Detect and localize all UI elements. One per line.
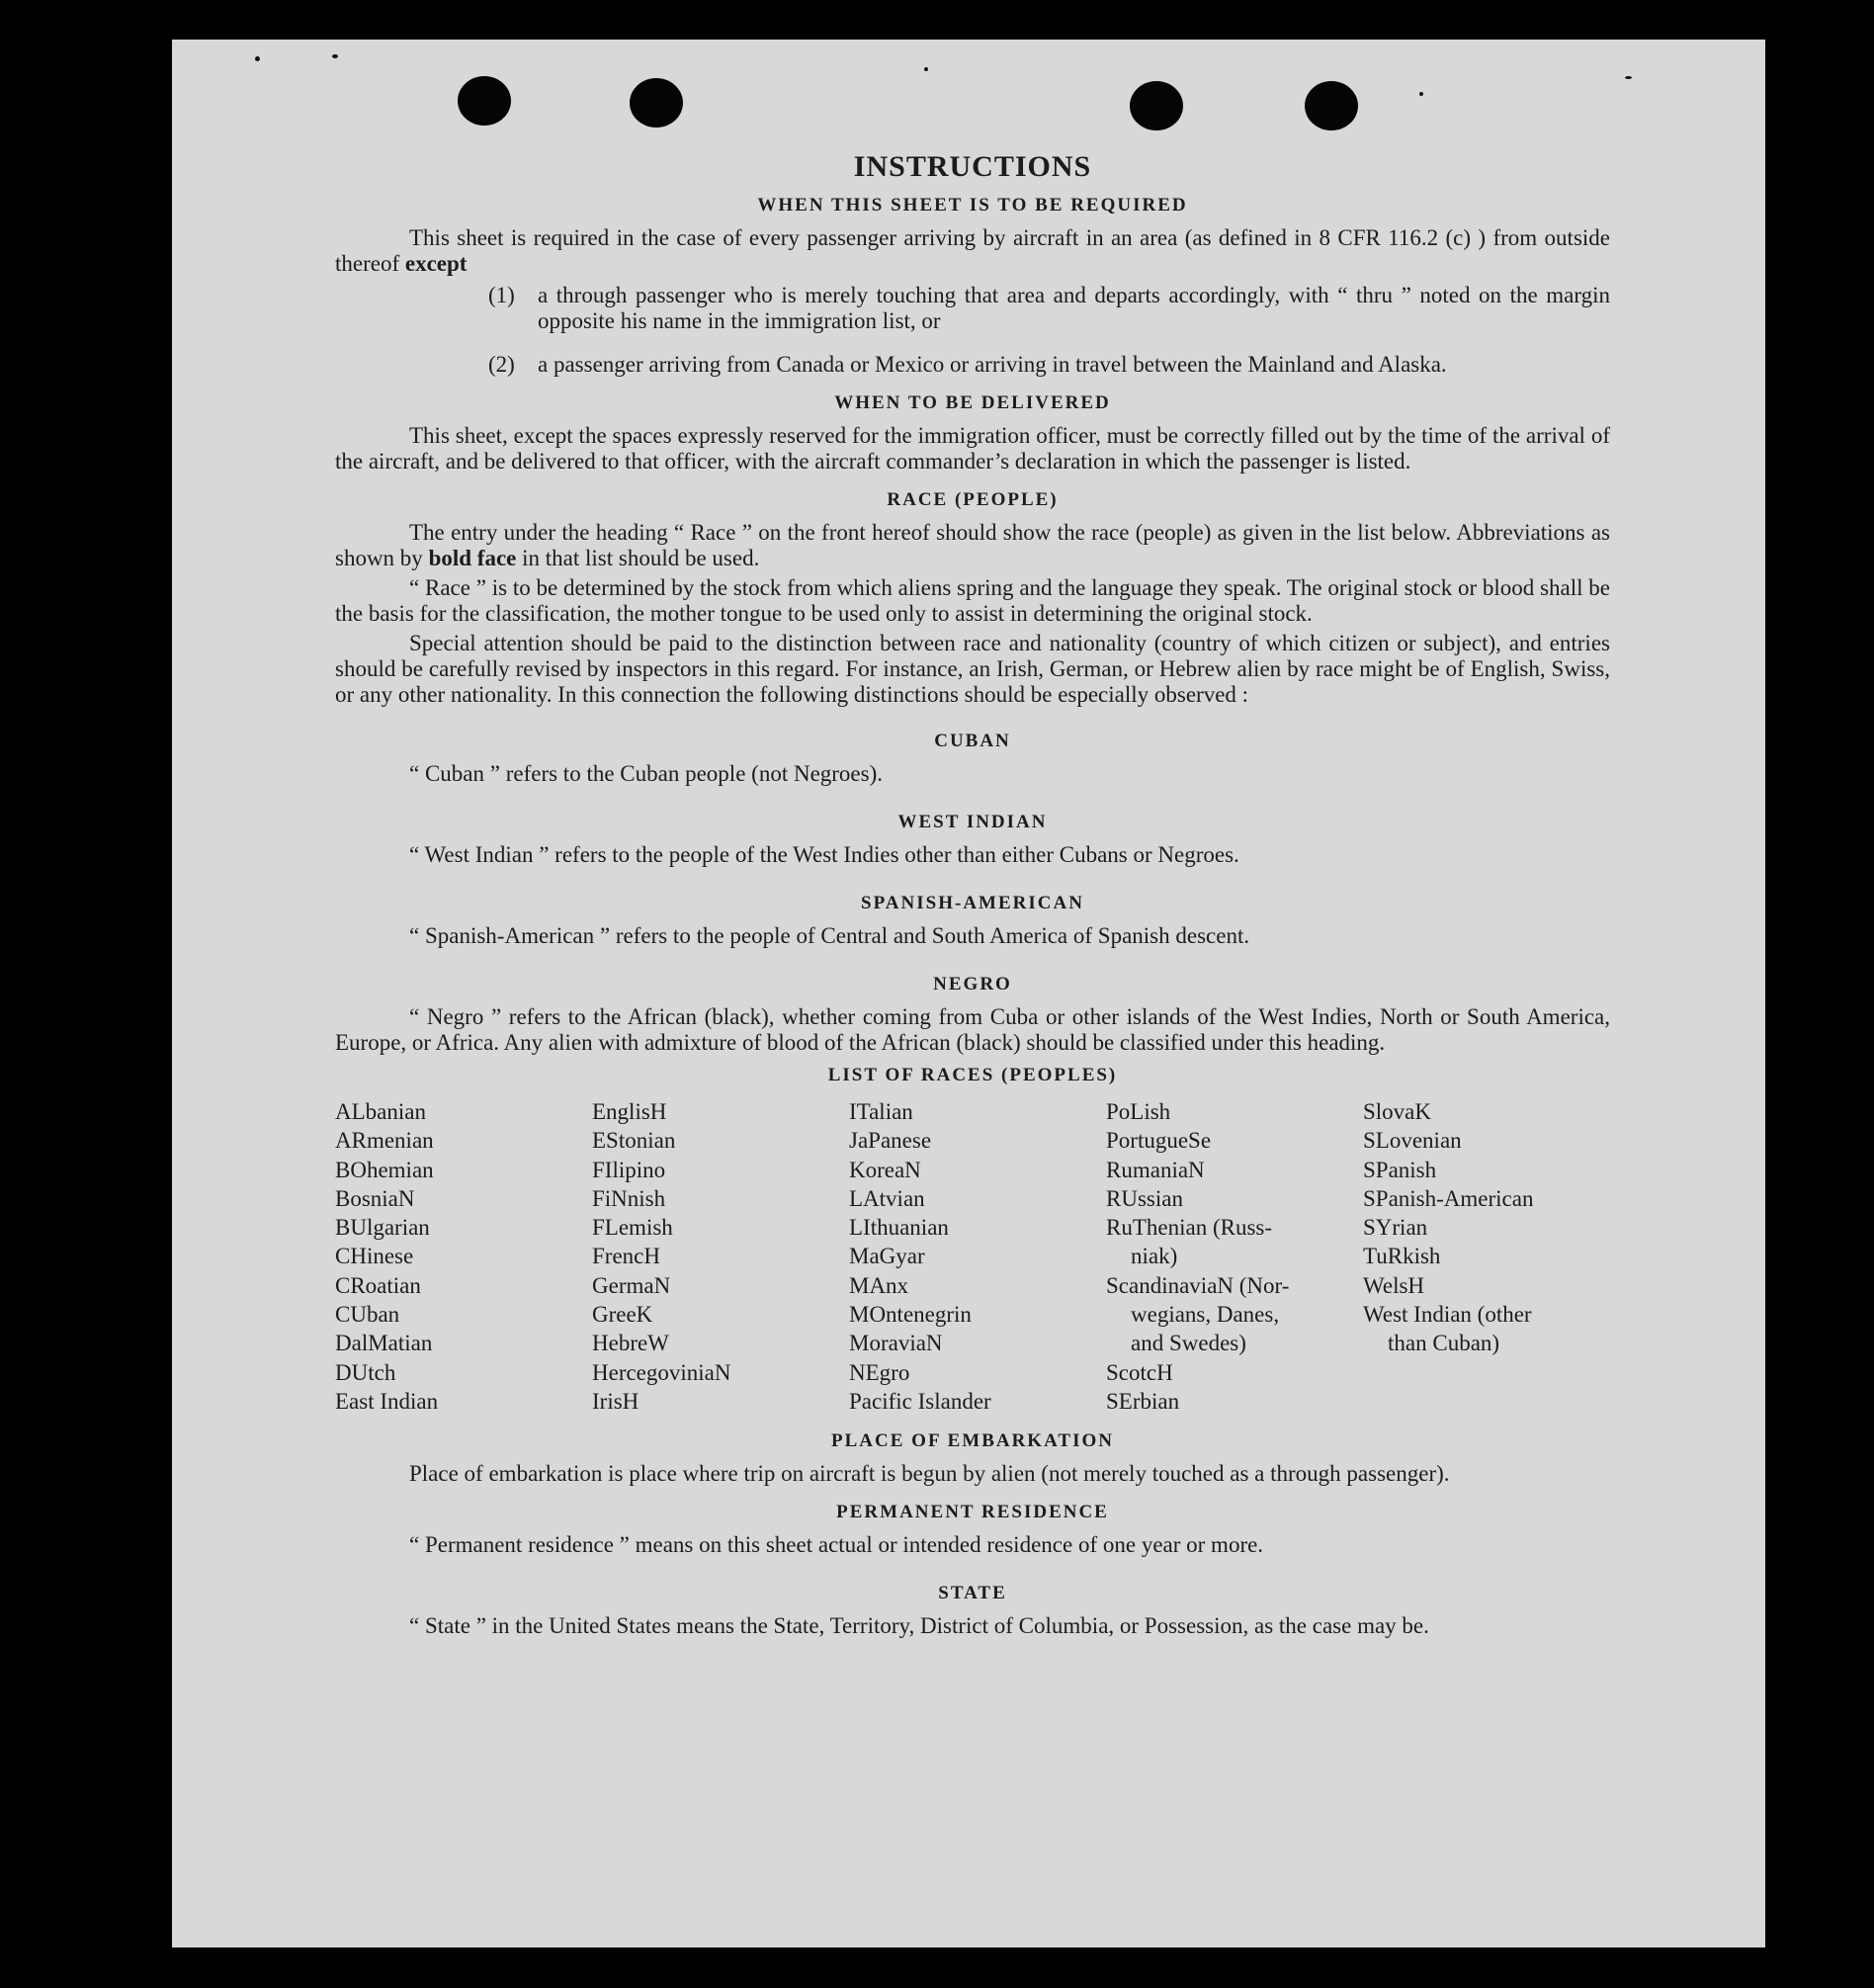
races-column-2: [592, 1097, 839, 1416]
dust-speck: [332, 54, 338, 58]
required-intro: This sheet is required in the case of every passenger arriving by aircraft in an area (as defined in 8 CFR 116.2 (c) ) from outside thereof except: [335, 225, 1610, 276]
embarkation-text: Place of embarkation is place where trip on aircraft is begun by alien (not merely touched as a through passenger).: [409, 1461, 1450, 1487]
race-entry: CRoatian: [335, 1272, 421, 1298]
race-entry: BosniaN: [335, 1185, 415, 1211]
race-entry: FiNnish: [592, 1185, 666, 1211]
race-entry: HebreW: [592, 1331, 669, 1356]
section-heading-race: RACE (PEOPLE): [887, 489, 1059, 510]
race-entry: GermaN: [592, 1272, 671, 1298]
race-entry: EnglisH: [592, 1099, 667, 1124]
race-entry: IrisH: [592, 1388, 639, 1414]
race-entry: NEgro: [849, 1359, 910, 1385]
section-heading-spanish-american: SPANISH-AMERICAN: [861, 893, 1084, 913]
race-entry-continued: niak): [1131, 1244, 1178, 1269]
race-paragraph-3: Special attention should be paid to the distinction between race and nationality (country of which citizen or subject), and entries should be carefully revised by inspectors in this regard. For instance, an Irish, German, or Hebrew alien by race might be of English, Swiss, or any other nationality. In this connection the following distinctions should be especially observed :: [335, 631, 1610, 707]
race-entry: SErbian: [1106, 1388, 1180, 1414]
race-entry: TuRkish: [1363, 1244, 1441, 1269]
race-entry: MAnx: [849, 1272, 909, 1298]
dust-speck: [1625, 76, 1632, 79]
race-entry-continued: wegians, Danes,: [1131, 1302, 1280, 1328]
race-entry: DUtch: [335, 1359, 396, 1385]
section-heading-state: STATE: [938, 1583, 1007, 1604]
race-entry: MoraviaN: [849, 1331, 943, 1356]
punch-hole: [630, 78, 683, 128]
race-paragraph-2: “ Race ” is to be determined by the stock from which aliens spring and the language they speak. The original stock or blood shall be the basis for the classification, the mother tongue to be used only to assist in determining the original stock.: [335, 575, 1610, 626]
race-entry: GreeK: [592, 1302, 653, 1328]
dust-speck: [1419, 92, 1423, 96]
race-entry: CHinese: [335, 1244, 414, 1269]
list-of-races-heading: LIST OF RACES (PEOPLES): [827, 1065, 1118, 1085]
race-entry: HercegoviniaN: [592, 1359, 731, 1385]
race-entry: EStonian: [592, 1128, 676, 1154]
race-entry: KoreaN: [849, 1157, 921, 1182]
race-entry: West Indian (other: [1363, 1302, 1532, 1328]
race-entry: WelsH: [1363, 1272, 1425, 1298]
race-entry: Pacific Islander: [849, 1388, 991, 1414]
race-entry-continued: and Swedes): [1131, 1331, 1246, 1356]
page-title: INSTRUCTIONS: [853, 150, 1092, 183]
section-heading-embarkation: PLACE OF EMBARKATION: [831, 1430, 1114, 1452]
spanish-american-text: “ Spanish-American ” refers to the people of Central and South America of Spanish descent.: [409, 923, 1250, 948]
race-entry: RUssian: [1106, 1185, 1183, 1211]
punch-hole: [458, 76, 511, 126]
race-entry-continued: than Cuban): [1388, 1331, 1500, 1356]
section-heading-negro: NEGRO: [933, 974, 1012, 994]
section-heading-cuban: CUBAN: [934, 731, 1011, 751]
race-entry: SPanish-American: [1363, 1185, 1534, 1211]
race-entry: ALbanian: [335, 1099, 426, 1124]
race-entry: BUlgarian: [335, 1215, 430, 1241]
document-sheet: [172, 40, 1765, 1947]
race-entry: SPanish: [1363, 1157, 1437, 1182]
section-heading-west-indian: WEST INDIAN: [897, 812, 1048, 832]
races-column-3: [849, 1097, 1096, 1416]
race-entry: FrencH: [592, 1244, 660, 1269]
residence-text: “ Permanent residence ” means on this sheet actual or intended residence of one year or more.: [409, 1532, 1264, 1558]
race-entry: LAtvian: [849, 1185, 925, 1211]
race-entry: SlovaK: [1363, 1099, 1431, 1124]
race-entry: BOhemian: [335, 1157, 434, 1182]
race-entry: JaPanese: [849, 1128, 932, 1154]
punch-hole: [1130, 81, 1183, 130]
section-heading-residence: PERMANENT RESIDENCE: [836, 1502, 1109, 1523]
instructions-content: [335, 150, 1610, 1639]
race-entry: MOntenegrin: [849, 1302, 972, 1328]
race-entry: PortugueSe: [1106, 1128, 1212, 1154]
race-entry: ARmenian: [335, 1128, 434, 1154]
state-text: “ State ” in the United States means the State, Territory, District of Columbia, or Possession, as the case may be.: [409, 1613, 1429, 1639]
race-entry: PoLish: [1106, 1099, 1171, 1124]
race-paragraph-1: The entry under the heading “ Race ” on the front hereof should show the race (people) as given in the list below. Abbreviations as shown by bold face in that list should be used.: [335, 520, 1610, 570]
race-entry: FIlipino: [592, 1157, 666, 1182]
negro-text: “ Negro ” refers to the African (black), whether coming from Cuba or other islands of the West Indies, North or South America, Europe, or Africa. Any alien with admixture of blood of the African (black) should be classified under this heading.: [335, 1004, 1610, 1055]
section-heading-required: WHEN THIS SHEET IS TO BE REQUIRED: [757, 195, 1188, 216]
dust-speck: [924, 67, 928, 71]
delivered-text: This sheet, except the spaces expressly reserved for the immigration officer, must be correctly filled out by the time of the arrival of the aircraft, and be delivered to that officer, with the aircraft commander’s declaration in which the passenger is listed.: [335, 423, 1610, 474]
race-entry: SYrian: [1363, 1215, 1428, 1241]
punch-hole: [1305, 81, 1358, 130]
race-entry: RumaniaN: [1106, 1157, 1205, 1182]
race-entry: MaGyar: [849, 1244, 925, 1269]
cuban-text: “ Cuban ” refers to the Cuban people (not Negroes).: [409, 761, 884, 786]
races-list: [335, 1097, 1610, 1416]
race-entry: DalMatian: [335, 1331, 433, 1356]
race-entry: ScandinaviaN (Nor-: [1106, 1272, 1290, 1298]
section-heading-delivered: WHEN TO BE DELIVERED: [834, 392, 1111, 413]
race-entry: SLovenian: [1363, 1128, 1462, 1154]
west-indian-text: “ West Indian ” refers to the people of the West Indies other than either Cubans or Negroes.: [409, 842, 1239, 867]
race-entry: East Indian: [335, 1388, 439, 1414]
exception-item-2: (2) a passenger arriving from Canada or Mexico or arriving in travel between the Mainland and Alaska.: [488, 352, 1447, 377]
dust-speck: [255, 56, 260, 61]
exception-item-1: (1) a through passenger who is merely touching that area and departs accordingly, with “ thru ” noted on the margin opposite his name in the immigration list, or: [488, 283, 1610, 333]
races-column-1: [335, 1097, 582, 1416]
race-entry: ScotcH: [1106, 1359, 1173, 1385]
race-entry: LIthuanian: [849, 1215, 949, 1241]
races-column-4: [1106, 1097, 1353, 1416]
race-entry: CUban: [335, 1302, 400, 1328]
race-entry: FLemish: [592, 1215, 673, 1241]
races-column-5: [1363, 1097, 1610, 1416]
race-entry: RuThenian (Russ-: [1106, 1215, 1273, 1241]
race-entry: ITalian: [849, 1099, 913, 1124]
